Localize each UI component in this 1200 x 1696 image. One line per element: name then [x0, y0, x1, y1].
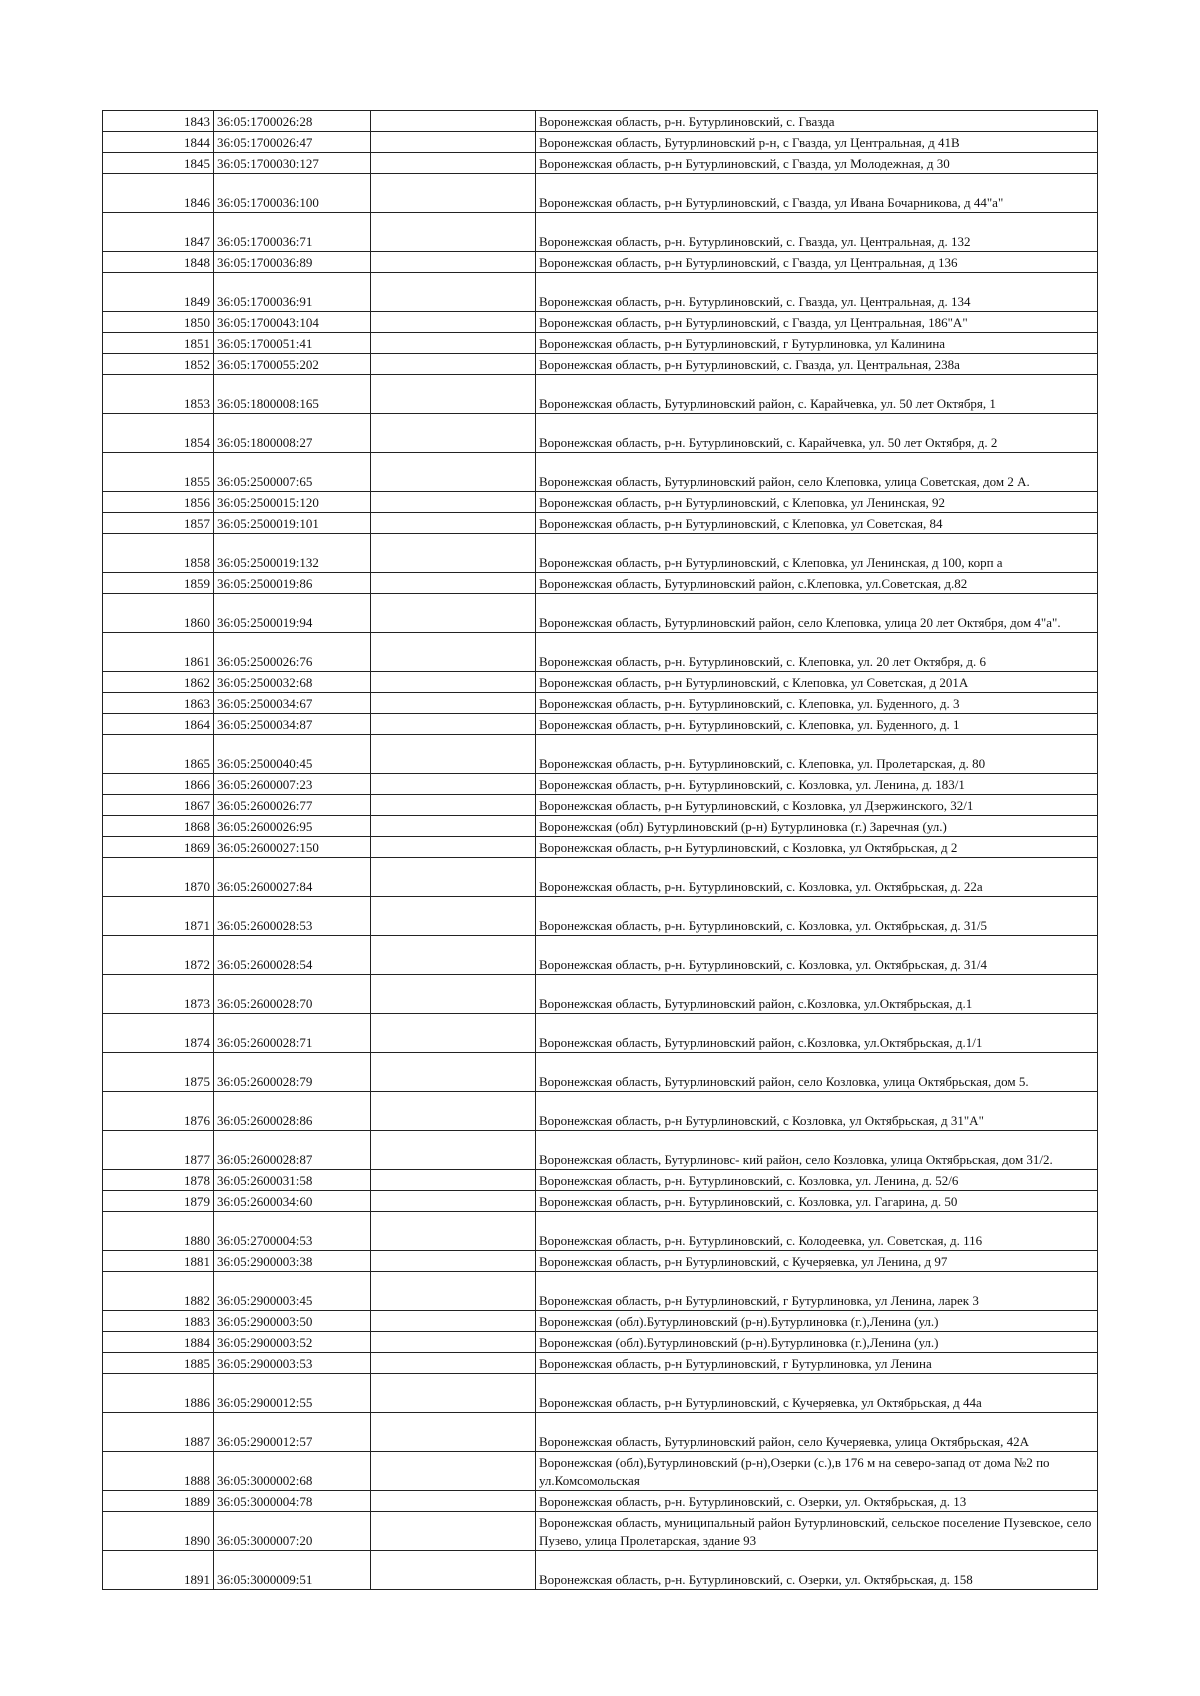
table-row: [103, 858, 1098, 897]
table-row: [103, 333, 1098, 354]
cadastral-number-cell: 36:05:2500007:65: [214, 453, 371, 492]
empty-cell: [371, 1491, 536, 1512]
row-number-cell: 1879: [103, 1191, 214, 1212]
table-row: [103, 837, 1098, 858]
table-row: [103, 795, 1098, 816]
empty-cell: [371, 252, 536, 273]
empty-cell: [371, 1413, 536, 1452]
cadastral-number-cell: 36:05:1700036:71: [214, 213, 371, 252]
address-cell: Воронежская область, р-н Бутурлиновский, с. Гвазда, ул. Центральная, 238а: [536, 354, 1098, 375]
table-body: [103, 111, 1098, 1590]
cadastral-number-cell: 36:05:2600027:150: [214, 837, 371, 858]
cadastral-number-cell: 36:05:1700026:28: [214, 111, 371, 132]
address-cell: Воронежская область, р-н. Бутурлиновский, с. Клеповка, ул. 20 лет Октября, д. 6: [536, 633, 1098, 672]
cadastral-number-cell: 36:05:2600034:60: [214, 1191, 371, 1212]
address-cell: Воронежская область, р-н Бутурлиновский, г Бутурлиновка, ул Калинина: [536, 333, 1098, 354]
row-number-cell: 1864: [103, 714, 214, 735]
table-row: [103, 1014, 1098, 1053]
empty-cell: [371, 573, 536, 594]
row-number-cell: 1849: [103, 273, 214, 312]
empty-cell: [371, 774, 536, 795]
cadastral-number-cell: 36:05:2600028:70: [214, 975, 371, 1014]
row-number-cell: 1855: [103, 453, 214, 492]
address-cell: Воронежская область, р-н Бутурлиновский, г Бутурлиновка, ул Ленина: [536, 1353, 1098, 1374]
table-row: [103, 174, 1098, 213]
address-cell: Воронежская (обл).Бутурлиновский (р-н).Бутурлиновка (г.),Ленина (ул.): [536, 1332, 1098, 1353]
address-cell: Воронежская (обл).Бутурлиновский (р-н).Бутурлиновка (г.),Ленина (ул.): [536, 1311, 1098, 1332]
row-number-cell: 1848: [103, 252, 214, 273]
row-number-cell: 1859: [103, 573, 214, 594]
address-cell: Воронежская область, Бутурлиновский р-н, с Гвазда, ул Центральная, д 41В: [536, 132, 1098, 153]
address-cell: Воронежская область, Бутурлиновский район, с. Карайчевка, ул. 50 лет Октября, 1: [536, 375, 1098, 414]
cadastral-number-cell: 36:05:2500019:132: [214, 534, 371, 573]
row-number-cell: 1867: [103, 795, 214, 816]
cadastral-number-cell: 36:05:2600007:23: [214, 774, 371, 795]
empty-cell: [371, 1332, 536, 1353]
row-number-cell: 1844: [103, 132, 214, 153]
address-cell: Воронежская область, р-н. Бутурлиновский, с. Карайчевка, ул. 50 лет Октября, д. 2: [536, 414, 1098, 453]
row-number-cell: 1888: [103, 1452, 214, 1491]
table-row: [103, 1452, 1098, 1491]
cadastral-number-cell: 36:05:3000002:68: [214, 1452, 371, 1491]
empty-cell: [371, 633, 536, 672]
cadastral-number-cell: 36:05:2900003:53: [214, 1353, 371, 1374]
empty-cell: [371, 312, 536, 333]
address-cell: Воронежская область, р-н. Бутурлиновский, с. Колодеевка, ул. Советская, д. 116: [536, 1212, 1098, 1251]
empty-cell: [371, 1014, 536, 1053]
row-number-cell: 1868: [103, 816, 214, 837]
table-row: [103, 1551, 1098, 1590]
table-row: [103, 774, 1098, 795]
empty-cell: [371, 1131, 536, 1170]
row-number-cell: 1890: [103, 1512, 214, 1551]
table-row: [103, 312, 1098, 333]
address-cell: Воронежская область, р-н Бутурлиновский, с Гвазда, ул Центральная, д 136: [536, 252, 1098, 273]
cadastral-number-cell: 36:05:2500019:86: [214, 573, 371, 594]
address-cell: Воронежская область, р-н Бутурлиновский, с Козловка, ул Октябрьская, д 2: [536, 837, 1098, 858]
row-number-cell: 1861: [103, 633, 214, 672]
address-cell: Воронежская область, р-н Бутурлиновский, с Кучеряевка, ул Октябрьская, д 44а: [536, 1374, 1098, 1413]
row-number-cell: 1846: [103, 174, 214, 213]
table-row: [103, 213, 1098, 252]
empty-cell: [371, 513, 536, 534]
table-row: [103, 573, 1098, 594]
empty-cell: [371, 1191, 536, 1212]
address-cell: Воронежская (обл) Бутурлиновский (р-н) Бутурлиновка (г.) Заречная (ул.): [536, 816, 1098, 837]
row-number-cell: 1847: [103, 213, 214, 252]
table-row: [103, 1053, 1098, 1092]
cadastral-number-cell: 36:05:2600028:87: [214, 1131, 371, 1170]
address-cell: Воронежская область, р-н. Бутурлиновский, с. Клеповка, ул. Буденного, д. 1: [536, 714, 1098, 735]
table-row: [103, 936, 1098, 975]
cadastral-number-cell: 36:05:1700026:47: [214, 132, 371, 153]
table-row: [103, 714, 1098, 735]
table-row: [103, 1311, 1098, 1332]
empty-cell: [371, 693, 536, 714]
cadastral-number-cell: 36:05:2600028:54: [214, 936, 371, 975]
address-cell: Воронежская область, р-н Бутурлиновский, с Кучеряевка, ул Ленина, д 97: [536, 1251, 1098, 1272]
empty-cell: [371, 354, 536, 375]
empty-cell: [371, 492, 536, 513]
empty-cell: [371, 174, 536, 213]
empty-cell: [371, 1311, 536, 1332]
address-cell: Воронежская область, р-н Бутурлиновский, с Козловка, ул Дзержинского, 32/1: [536, 795, 1098, 816]
row-number-cell: 1882: [103, 1272, 214, 1311]
row-number-cell: 1865: [103, 735, 214, 774]
empty-cell: [371, 534, 536, 573]
address-cell: Воронежская область, Бутурлиновский район, с.Козловка, ул.Октябрьская, д.1: [536, 975, 1098, 1014]
empty-cell: [371, 936, 536, 975]
row-number-cell: 1858: [103, 534, 214, 573]
cadastral-number-cell: 36:05:2600028:86: [214, 1092, 371, 1131]
row-number-cell: 1874: [103, 1014, 214, 1053]
cadastral-number-cell: 36:05:1700055:202: [214, 354, 371, 375]
row-number-cell: 1860: [103, 594, 214, 633]
property-table: [102, 110, 1098, 1590]
empty-cell: [371, 1374, 536, 1413]
cadastral-number-cell: 36:05:2500019:94: [214, 594, 371, 633]
address-cell: Воронежская область, р-н Бутурлиновский, с Клеповка, ул Советская, 84: [536, 513, 1098, 534]
row-number-cell: 1852: [103, 354, 214, 375]
row-number-cell: 1878: [103, 1170, 214, 1191]
cadastral-number-cell: 36:05:1700036:89: [214, 252, 371, 273]
row-number-cell: 1869: [103, 837, 214, 858]
row-number-cell: 1886: [103, 1374, 214, 1413]
empty-cell: [371, 1053, 536, 1092]
row-number-cell: 1863: [103, 693, 214, 714]
address-cell: Воронежская область, Бутурлиновский район, с.Козловка, ул.Октябрьская, д.1/1: [536, 1014, 1098, 1053]
empty-cell: [371, 1272, 536, 1311]
empty-cell: [371, 975, 536, 1014]
empty-cell: [371, 1551, 536, 1590]
empty-cell: [371, 594, 536, 633]
table-row: [103, 1491, 1098, 1512]
table-row: [103, 375, 1098, 414]
cadastral-number-cell: 36:05:2600028:53: [214, 897, 371, 936]
cadastral-number-cell: 36:05:1700043:104: [214, 312, 371, 333]
table-row: [103, 816, 1098, 837]
address-cell: Воронежская область, р-н Бутурлиновский, с Козловка, ул Октябрьская, д 31"А": [536, 1092, 1098, 1131]
cadastral-number-cell: 36:05:2500026:76: [214, 633, 371, 672]
address-cell: Воронежская область, р-н. Бутурлиновский, с. Козловка, ул. Октябрьская, д. 31/5: [536, 897, 1098, 936]
row-number-cell: 1875: [103, 1053, 214, 1092]
cadastral-number-cell: 36:05:2900012:57: [214, 1413, 371, 1452]
cadastral-number-cell: 36:05:1800008:165: [214, 375, 371, 414]
address-cell: Воронежская область, Бутурлиновский район, село Кучеряевка, улица Октябрьская, 42А: [536, 1413, 1098, 1452]
row-number-cell: 1880: [103, 1212, 214, 1251]
table-row: [103, 1170, 1098, 1191]
cadastral-number-cell: 36:05:2600026:95: [214, 816, 371, 837]
table-row: [103, 534, 1098, 573]
row-number-cell: 1870: [103, 858, 214, 897]
cadastral-number-cell: 36:05:1800008:27: [214, 414, 371, 453]
address-cell: Воронежская область, р-н Бутурлиновский, с Гвазда, ул Молодежная, д 30: [536, 153, 1098, 174]
empty-cell: [371, 153, 536, 174]
address-cell: Воронежская область, Бутурлиновский район, село Клеповка, улица Советская, дом 2 А.: [536, 453, 1098, 492]
cadastral-number-cell: 36:05:2600027:84: [214, 858, 371, 897]
table-row: [103, 672, 1098, 693]
table-row: [103, 414, 1098, 453]
address-cell: Воронежская область, р-н. Бутурлиновский, с. Гвазда: [536, 111, 1098, 132]
address-cell: Воронежская область, Бутурлиновский район, село Козловка, улица Октябрьская, дом 5.: [536, 1053, 1098, 1092]
table-row: [103, 633, 1098, 672]
empty-cell: [371, 453, 536, 492]
empty-cell: [371, 1353, 536, 1374]
row-number-cell: 1854: [103, 414, 214, 453]
cadastral-number-cell: 36:05:2600028:71: [214, 1014, 371, 1053]
row-number-cell: 1862: [103, 672, 214, 693]
address-cell: Воронежская (обл),Бутурлиновский (р-н),Озерки (с.),в 176 м на северо-запад от дома №2 по ул.Комсомольская: [536, 1452, 1098, 1491]
table-row: [103, 1191, 1098, 1212]
address-cell: Воронежская область, р-н Бутурлиновский, с Клеповка, ул Ленинская, д 100, корп а: [536, 534, 1098, 573]
table-row: [103, 1212, 1098, 1251]
row-number-cell: 1851: [103, 333, 214, 354]
row-number-cell: 1885: [103, 1353, 214, 1374]
empty-cell: [371, 714, 536, 735]
row-number-cell: 1871: [103, 897, 214, 936]
address-cell: Воронежская область, Бутурлиновский район, село Клеповка, улица 20 лет Октября, дом 4"а".: [536, 594, 1098, 633]
row-number-cell: 1857: [103, 513, 214, 534]
empty-cell: [371, 273, 536, 312]
address-cell: Воронежская область, муниципальный район Бутурлиновский, сельское поселение Пузевское, село Пузево, улица Пролетарская, здание 93: [536, 1512, 1098, 1551]
row-number-cell: 1872: [103, 936, 214, 975]
table-row: [103, 1512, 1098, 1551]
address-cell: Воронежская область, р-н. Бутурлиновский, с. Гвазда, ул. Центральная, д. 134: [536, 273, 1098, 312]
address-cell: Воронежская область, р-н Бутурлиновский, с Гвазда, ул Центральная, 186"А": [536, 312, 1098, 333]
table-row: [103, 594, 1098, 633]
cadastral-number-cell: 36:05:2500032:68: [214, 672, 371, 693]
empty-cell: [371, 816, 536, 837]
table-row: [103, 492, 1098, 513]
cadastral-number-cell: 36:05:1700036:91: [214, 273, 371, 312]
row-number-cell: 1866: [103, 774, 214, 795]
cadastral-number-cell: 36:05:2900003:52: [214, 1332, 371, 1353]
row-number-cell: 1883: [103, 1311, 214, 1332]
address-cell: Воронежская область, р-н Бутурлиновский, с Гвазда, ул Ивана Бочарникова, д 44"а": [536, 174, 1098, 213]
row-number-cell: 1850: [103, 312, 214, 333]
row-number-cell: 1881: [103, 1251, 214, 1272]
empty-cell: [371, 111, 536, 132]
empty-cell: [371, 1170, 536, 1191]
table-row: [103, 273, 1098, 312]
row-number-cell: 1877: [103, 1131, 214, 1170]
empty-cell: [371, 837, 536, 858]
cadastral-number-cell: 36:05:2900003:38: [214, 1251, 371, 1272]
address-cell: Воронежская область, р-н. Бутурлиновский, с. Клеповка, ул. Буденного, д. 3: [536, 693, 1098, 714]
table-row: [103, 354, 1098, 375]
address-cell: Воронежская область, р-н. Бутурлиновский, с. Озерки, ул. Октябрьская, д. 158: [536, 1551, 1098, 1590]
cadastral-number-cell: 36:05:2500034:67: [214, 693, 371, 714]
row-number-cell: 1843: [103, 111, 214, 132]
address-cell: Воронежская область, р-н Бутурлиновский, г Бутурлиновка, ул Ленина, ларек 3: [536, 1272, 1098, 1311]
empty-cell: [371, 672, 536, 693]
cadastral-number-cell: 36:05:2500034:87: [214, 714, 371, 735]
cadastral-number-cell: 36:05:3000004:78: [214, 1491, 371, 1512]
empty-cell: [371, 735, 536, 774]
address-cell: Воронежская область, р-н. Бутурлиновский, с. Клеповка, ул. Пролетарская, д. 80: [536, 735, 1098, 774]
address-cell: Воронежская область, р-н Бутурлиновский, с Клеповка, ул Ленинская, 92: [536, 492, 1098, 513]
table-row: [103, 1131, 1098, 1170]
row-number-cell: 1876: [103, 1092, 214, 1131]
address-cell: Воронежская область, р-н. Бутурлиновский, с. Козловка, ул. Ленина, д. 52/6: [536, 1170, 1098, 1191]
table-row: [103, 1413, 1098, 1452]
cadastral-number-cell: 36:05:3000007:20: [214, 1512, 371, 1551]
table-row: [103, 1332, 1098, 1353]
empty-cell: [371, 414, 536, 453]
row-number-cell: 1856: [103, 492, 214, 513]
row-number-cell: 1889: [103, 1491, 214, 1512]
row-number-cell: 1887: [103, 1413, 214, 1452]
cadastral-number-cell: 36:05:2600026:77: [214, 795, 371, 816]
cadastral-number-cell: 36:05:2500040:45: [214, 735, 371, 774]
table-row: [103, 693, 1098, 714]
address-cell: Воронежская область, р-н. Бутурлиновский, с. Козловка, ул. Ленина, д. 183/1: [536, 774, 1098, 795]
empty-cell: [371, 1251, 536, 1272]
address-cell: Воронежская область, р-н. Бутурлиновский, с. Гвазда, ул. Центральная, д. 132: [536, 213, 1098, 252]
cadastral-number-cell: 36:05:2900003:50: [214, 1311, 371, 1332]
row-number-cell: 1873: [103, 975, 214, 1014]
cadastral-number-cell: 36:05:2900012:55: [214, 1374, 371, 1413]
empty-cell: [371, 375, 536, 414]
table-row: [103, 513, 1098, 534]
empty-cell: [371, 333, 536, 354]
address-cell: Воронежская область, р-н. Бутурлиновский, с. Озерки, ул. Октябрьская, д. 13: [536, 1491, 1098, 1512]
table-row: [103, 1272, 1098, 1311]
cadastral-number-cell: 36:05:2600028:79: [214, 1053, 371, 1092]
cadastral-number-cell: 36:05:2600031:58: [214, 1170, 371, 1191]
table-row: [103, 735, 1098, 774]
table-row: [103, 1251, 1098, 1272]
address-cell: Воронежская область, р-н. Бутурлиновский, с. Козловка, ул. Гагарина, д. 50: [536, 1191, 1098, 1212]
address-cell: Воронежская область, р-н. Бутурлиновский, с. Козловка, ул. Октябрьская, д. 22а: [536, 858, 1098, 897]
cadastral-number-cell: 36:05:2700004:53: [214, 1212, 371, 1251]
row-number-cell: 1891: [103, 1551, 214, 1590]
table-row: [103, 897, 1098, 936]
cadastral-number-cell: 36:05:2500019:101: [214, 513, 371, 534]
empty-cell: [371, 132, 536, 153]
empty-cell: [371, 795, 536, 816]
cadastral-number-cell: 36:05:2500015:120: [214, 492, 371, 513]
row-number-cell: 1853: [103, 375, 214, 414]
table-row: [103, 975, 1098, 1014]
row-number-cell: 1845: [103, 153, 214, 174]
address-cell: Воронежская область, Бутурлиновский район, с.Клеповка, ул.Советская, д.82: [536, 573, 1098, 594]
table-row: [103, 1374, 1098, 1413]
table-row: [103, 1092, 1098, 1131]
empty-cell: [371, 213, 536, 252]
address-cell: Воронежская область, р-н. Бутурлиновский, с. Козловка, ул. Октябрьская, д. 31/4: [536, 936, 1098, 975]
empty-cell: [371, 1092, 536, 1131]
cadastral-number-cell: 36:05:1700036:100: [214, 174, 371, 213]
table-row: [103, 132, 1098, 153]
table-row: [103, 111, 1098, 132]
row-number-cell: 1884: [103, 1332, 214, 1353]
cadastral-number-cell: 36:05:3000009:51: [214, 1551, 371, 1590]
empty-cell: [371, 897, 536, 936]
address-cell: Воронежская область, р-н Бутурлиновский, с Клеповка, ул Советская, д 201А: [536, 672, 1098, 693]
table-row: [103, 252, 1098, 273]
cadastral-number-cell: 36:05:1700051:41: [214, 333, 371, 354]
table-row: [103, 1353, 1098, 1374]
empty-cell: [371, 1212, 536, 1251]
table-row: [103, 453, 1098, 492]
empty-cell: [371, 858, 536, 897]
empty-cell: [371, 1452, 536, 1491]
cadastral-number-cell: 36:05:2900003:45: [214, 1272, 371, 1311]
table-row: [103, 153, 1098, 174]
cadastral-number-cell: 36:05:1700030:127: [214, 153, 371, 174]
empty-cell: [371, 1512, 536, 1551]
address-cell: Воронежская область, Бутурлиновс- кий район, село Козловка, улица Октябрьская, дом 31/2.: [536, 1131, 1098, 1170]
